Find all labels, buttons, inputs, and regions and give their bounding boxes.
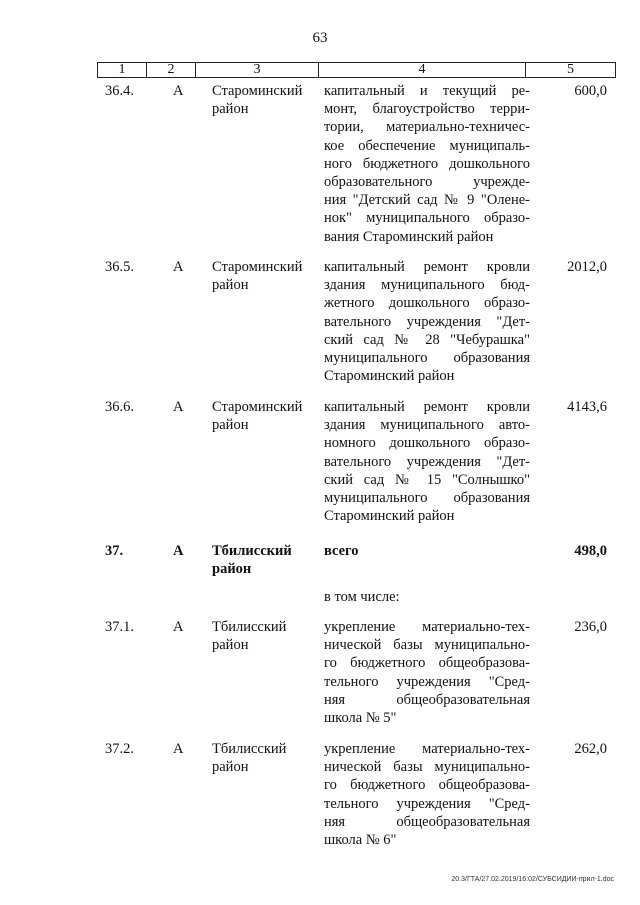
- row-number: 37.: [105, 543, 124, 559]
- row-sum: 2012,0: [567, 259, 607, 275]
- region-line: Тбилисский: [212, 619, 287, 635]
- description-line: капитальный ремонт кровли: [324, 259, 530, 275]
- row-category: А: [173, 543, 184, 559]
- region-line: район: [212, 101, 249, 118]
- region-line: район: [212, 277, 249, 294]
- row-description: [324, 588, 530, 606]
- column-header-3: 3: [196, 63, 319, 78]
- row-description: [324, 618, 530, 727]
- row-sum: 498,0: [574, 543, 607, 559]
- row-category: А: [173, 259, 184, 275]
- row-region: [212, 82, 317, 118]
- column-header-5: 5: [526, 63, 616, 78]
- description-line: муниципального образования: [324, 490, 530, 507]
- description-line: ский сад № 28 "Чебурашка": [324, 331, 530, 348]
- description-line: нок" муниципального образо-: [324, 210, 530, 227]
- row-description: [324, 740, 530, 849]
- description-line: вания Староминский район: [324, 228, 494, 245]
- region-line: район: [212, 417, 249, 434]
- row-category: А: [173, 619, 184, 635]
- description-line: вательного учреждения "Дет-: [324, 313, 530, 330]
- row-sum: 4143,6: [567, 399, 607, 415]
- description-line: няя общеобразовательная: [324, 691, 530, 708]
- row-description: [324, 82, 530, 246]
- row-region: [212, 542, 317, 578]
- row-description: [324, 398, 530, 525]
- description-line: Староминский район: [324, 508, 455, 525]
- description-line: образовательного учрежде-: [324, 174, 530, 191]
- description-line: няя общеобразовательная: [324, 813, 530, 830]
- row-region: [212, 258, 317, 294]
- region-line: Староминский: [212, 399, 303, 415]
- description-line: тельного учреждения "Сред-: [324, 673, 530, 690]
- description-line: Староминский район: [324, 368, 455, 385]
- description-line: всего: [324, 543, 359, 559]
- description-line: в том числе:: [324, 589, 400, 605]
- row-number: 36.6.: [105, 399, 134, 415]
- region-line: район: [212, 561, 252, 578]
- description-line: жетного дошкольного образо-: [324, 295, 530, 312]
- description-line: здания муниципального авто-: [324, 417, 530, 434]
- region-line: Староминский: [212, 259, 303, 275]
- row-category: А: [173, 741, 184, 757]
- description-line: ния "Детский сад № 9 "Олене-: [324, 192, 530, 209]
- description-line: укрепление материально-тех-: [324, 619, 530, 635]
- description-line: номного дошкольного образо-: [324, 435, 530, 452]
- row-number: 37.1.: [105, 619, 134, 635]
- row-number: 37.2.: [105, 741, 134, 757]
- column-header-table: [97, 62, 616, 78]
- row-sum: 600,0: [574, 83, 607, 99]
- region-line: Староминский: [212, 83, 303, 99]
- region-line: Тбилисский: [212, 543, 292, 559]
- row-region: [212, 618, 317, 654]
- region-line: район: [212, 637, 249, 654]
- region-line: Тбилисский: [212, 741, 287, 757]
- description-line: монт, благоустройство терри-: [324, 101, 530, 118]
- description-line: ного бюджетного дошкольного: [324, 155, 530, 172]
- description-line: кое обеспечение муниципаль-: [324, 137, 530, 154]
- row-category: А: [173, 399, 184, 415]
- row-sum: 236,0: [574, 619, 607, 635]
- document-footer: 20.3/ГТА/27.02.2019/16:02/СУБСИДИИ-прил-1.doc: [451, 876, 614, 883]
- description-line: го бюджетного общеобразова-: [324, 777, 530, 794]
- description-line: муниципального образования: [324, 350, 530, 367]
- description-line: ский сад № 15 "Солнышко": [324, 471, 530, 488]
- description-line: тельного учреждения "Сред-: [324, 795, 530, 812]
- description-line: вательного учреждения "Дет-: [324, 453, 530, 470]
- row-region: [212, 740, 317, 776]
- row-category: А: [173, 83, 184, 99]
- region-line: район: [212, 759, 249, 776]
- page-number: 63: [312, 30, 328, 46]
- description-line: школа № 5": [324, 710, 397, 727]
- row-number: 36.5.: [105, 259, 134, 275]
- description-line: нической базы муниципально-: [324, 637, 530, 654]
- description-line: здания муниципального бюд-: [324, 277, 530, 294]
- row-description: [324, 258, 530, 385]
- row-number: 36.4.: [105, 83, 134, 99]
- column-header-4: 4: [319, 63, 526, 78]
- description-line: нической базы муниципально-: [324, 759, 530, 776]
- description-line: капитальный ремонт кровли: [324, 399, 530, 415]
- description-line: школа № 6": [324, 832, 397, 849]
- column-header-2: 2: [147, 63, 196, 78]
- description-line: укрепление материально-тех-: [324, 741, 530, 757]
- description-line: го бюджетного общеобразова-: [324, 655, 530, 672]
- description-line: капитальный и текущий ре-: [324, 83, 530, 99]
- row-region: [212, 398, 317, 434]
- column-header-1: 1: [98, 63, 147, 78]
- row-description: [324, 542, 530, 560]
- row-sum: 262,0: [574, 741, 607, 757]
- description-line: тории, материально-техничес-: [324, 119, 530, 136]
